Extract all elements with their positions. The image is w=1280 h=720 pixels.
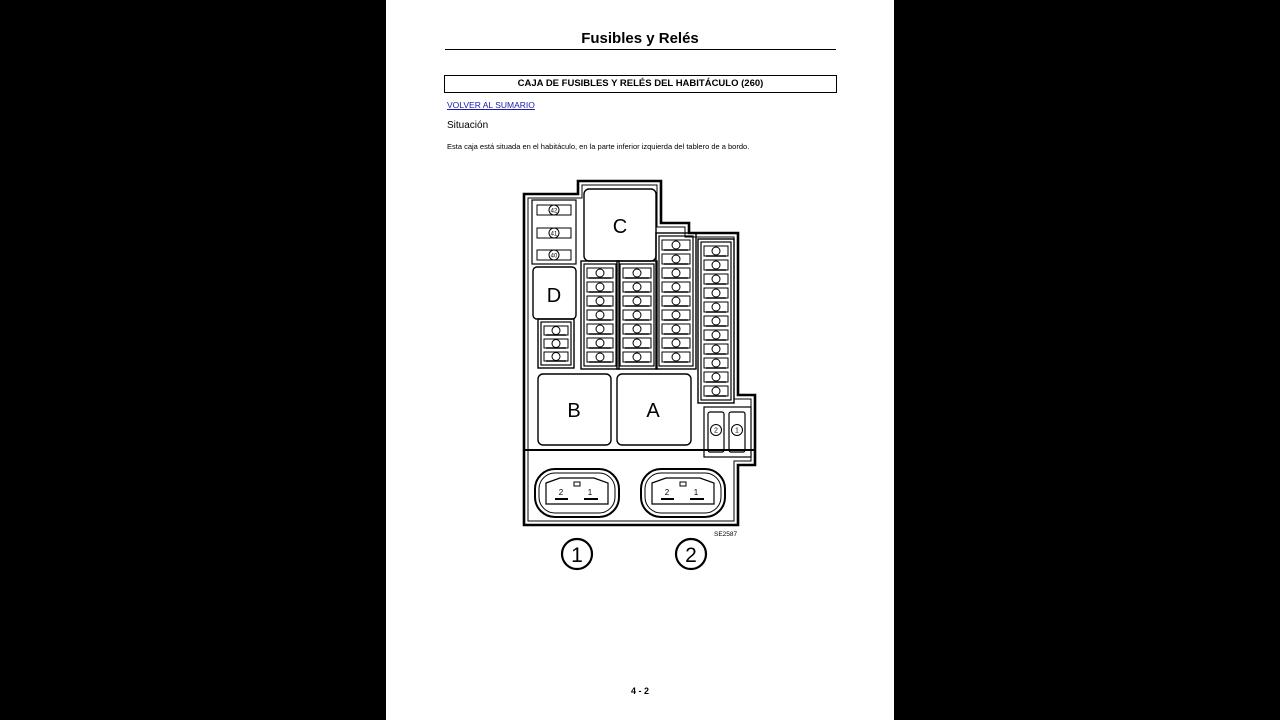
fuse-box-diagram: [506, 178, 786, 578]
blade-fuse: [623, 352, 651, 362]
relay-a-label: A: [646, 400, 660, 422]
page-number: 4 - 2: [630, 686, 649, 696]
blade-fuse: [662, 338, 690, 348]
fuse-column-far-right: [698, 239, 734, 403]
blade-fuse: [662, 254, 690, 264]
blade-fuse: [662, 310, 690, 320]
blade-fuse: [704, 316, 728, 326]
svg-text:2: 2: [558, 488, 564, 497]
blade-fuse: [704, 246, 728, 256]
blade-fuse: [662, 240, 690, 250]
blade-fuse: [587, 338, 613, 348]
callout-2: [676, 539, 706, 569]
blade-fuse: [587, 352, 613, 362]
blade-fuse: [544, 326, 568, 335]
blade-fuse: [704, 344, 728, 354]
blade-fuse: [704, 358, 728, 368]
connector-1: [535, 469, 619, 517]
top-fuse-group: [532, 200, 576, 264]
svg-text:40: 40: [550, 253, 558, 260]
fuse-column-left-bottom: [538, 319, 574, 368]
svg-text:1: 1: [693, 488, 699, 497]
blade-fuse: [587, 310, 613, 320]
fuse-40: [537, 250, 571, 260]
blade-fuse: [587, 324, 613, 334]
document-page: [386, 0, 894, 720]
blade-fuse: [704, 330, 728, 340]
svg-text:2: 2: [714, 427, 718, 435]
blade-fuse: [704, 260, 728, 270]
blade-fuse: [704, 288, 728, 298]
blade-fuse: [623, 268, 651, 278]
blade-fuse: [623, 296, 651, 306]
relay-d-label: D: [546, 285, 562, 307]
blade-fuse: [662, 268, 690, 278]
blade-fuse: [623, 338, 651, 348]
blade-fuse: [623, 282, 651, 292]
fuse-column-right: [656, 233, 696, 369]
svg-text:1: 1: [587, 488, 593, 497]
relay-b-label: B: [567, 400, 581, 422]
blade-fuse: [544, 352, 568, 361]
svg-text:1: 1: [571, 544, 583, 567]
blade-fuse: [544, 339, 568, 348]
blade-fuse: [587, 268, 613, 278]
fuse-column-center-right: [617, 261, 657, 369]
blade-fuse: [704, 274, 728, 284]
svg-text:41: 41: [550, 231, 558, 238]
blade-fuse: [587, 282, 613, 292]
blade-fuse: [662, 296, 690, 306]
blade-fuse: [587, 296, 613, 306]
situation-paragraph: Esta caja está situada en el habitáculo, en la parte inferior izquierda del tablero de a bordo.: [447, 142, 750, 151]
back-to-summary-link[interactable]: VOLVER AL SUMARIO: [447, 100, 535, 110]
blade-fuse: [623, 310, 651, 320]
fuse-42: [537, 205, 571, 215]
figure-code: SE2587: [714, 531, 738, 538]
svg-text:2: 2: [685, 544, 697, 567]
svg-text:1: 1: [735, 427, 739, 435]
blade-fuse: [704, 386, 728, 396]
svg-text:2: 2: [664, 488, 670, 497]
blade-fuse: [662, 282, 690, 292]
title-rule: [445, 49, 836, 50]
svg-text:42: 42: [550, 208, 558, 215]
blade-fuse: [704, 302, 728, 312]
callout-1: [562, 539, 592, 569]
connector-2: [641, 469, 725, 517]
fuse-41: [537, 228, 571, 238]
blade-fuse: [704, 372, 728, 382]
relay-c-label: C: [612, 216, 628, 238]
page-title: Fusibles y Relés: [581, 30, 699, 47]
blade-fuse: [662, 352, 690, 362]
blade-fuse: [662, 324, 690, 334]
section-heading: CAJA DE FUSIBLES Y RELÉS DEL HABITÁCULO (260): [444, 75, 837, 93]
subheading-situation: Situación: [447, 120, 489, 131]
blade-fuse: [623, 324, 651, 334]
fuse-column-center-left: [581, 261, 619, 369]
